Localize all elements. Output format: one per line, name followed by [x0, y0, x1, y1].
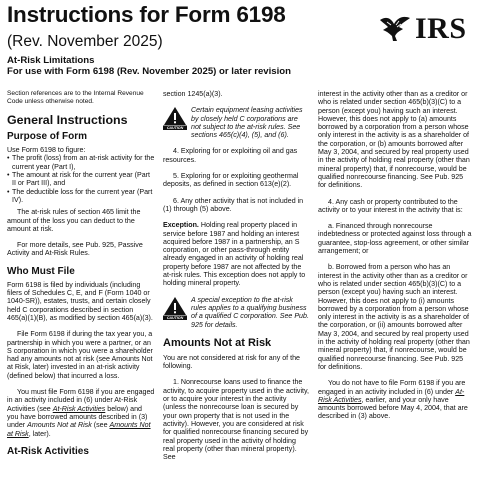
caution-label: CAUTION	[166, 126, 184, 131]
document-header	[7, 0, 473, 86]
amounts-lead: You are not considered at risk for any of the following.	[163, 353, 300, 371]
text-run: Amounts Not at Risk	[27, 421, 92, 430]
caution-icon	[163, 296, 187, 320]
activity-item-5: 5. Exploring for or exploiting geothermal deposits, as defined in section 613(e)(2).	[163, 172, 299, 189]
caution-note-2	[163, 296, 309, 329]
heading-who-must-file: Who Must File	[7, 265, 75, 277]
exception-text: Holding real property placed in service before 1987 and holding an interest acquired before 1987 in a partnership, an S corporation, or other pass-through entity already engaged in an activity of holding real property before 1987 are not affected by the at-risk rules. This exception does not apply to holding mineral property.	[163, 221, 306, 288]
heading-purpose-of-form: Purpose of Form	[7, 131, 88, 143]
column-1	[7, 90, 155, 461]
text-run: , later).	[28, 429, 51, 438]
amounts-item-4b: b. Borrowed from a person who has an interest in the activity other than as a creditor or who is related under section 465(b)(3)(C) to a person (except you) having such an interest. However, this does not apply to (i) amounts borrowed by a corporation from a person whose only interest in the activity is as a shareholder of the corporation, or (ii) amounts borrowed after May 3, 2004, and secured by real property used in the activity of holding real property (other than mineral property) that, if nonrecourse, would be qualified nonrecourse financing. See Pub. 925 for definitions.	[318, 263, 470, 371]
amounts-item-4a: a. Financed through nonrecourse indebtedness or protected against loss through a guarantee, stop-loss agreement, or other similar arrangement; or	[318, 222, 472, 256]
paragraph-limit: The at-risk rules of section 465 limit the amount of the loss you can deduct to the amount at risk.	[7, 208, 141, 233]
heading-at-risk-activities: At-Risk Activities	[7, 445, 89, 457]
purpose-item: • The deductible loss for the current year (Part IV).	[7, 188, 155, 205]
text-run: , earlier, and your only have amounts borrowed before May 4, 2004, that are described in (3) above.	[318, 395, 468, 421]
paragraph-no-file	[318, 379, 472, 420]
caution-label: CAUTION	[166, 315, 184, 320]
subtitle-line-2: For use with Form 6198 (Rev. November 2025) or later revision	[7, 66, 292, 77]
amounts-item-4: 4. Any cash or property contributed to the activity or to your interest in the activity that is:	[318, 197, 463, 214]
paragraph-exception	[163, 221, 309, 287]
column-3	[318, 90, 472, 429]
paragraph-who-1: Form 6198 is filed by individuals (including filers of Schedules C, E, and F (Form 1040 or 1040-SR)), estates, trusts, and certain closely held C corporations described in section 465(a)(1)(B), as modified by section 465(a)(3).	[7, 280, 153, 322]
link-at-risk-activities[interactable]: At-Risk Activities	[318, 387, 465, 404]
text-run: You must file Form 6198 if you are engaged in an activity included in (6) under At-Risk Activities (see	[7, 388, 155, 413]
heading-general-instructions: General Instructions	[7, 113, 128, 128]
amounts-item-1: 1. Nonrecourse loans used to finance the activity, to acquire property used in the activity, or to acquire your interest in the activity (unless the nonrecourse loan is secured by your own property that is not used in the activity). However, you are considered at risk for qualified nonrecourse financing secured by real property used in the activity of holding real property (other than mineral property). See	[163, 378, 310, 462]
paragraph-details: For more details, see Pub. 925, Passive Activity and At-Risk Rules.	[7, 241, 143, 258]
caution-icon	[163, 106, 187, 130]
text-run: (see	[91, 421, 110, 430]
purpose-item: • The amount at risk for the current year (Part II or Part III), and	[7, 171, 155, 188]
subtitle-line-1: At-Risk Limitations	[7, 55, 95, 66]
activity-item-4: 4. Exploring for or exploiting oil and gas resources.	[163, 147, 298, 164]
irs-logo-text: IRS	[415, 12, 467, 45]
purpose-item: • The profit (loss) from an at-risk activity for the current year (Part I),	[7, 154, 155, 171]
text-run: You do not have to file Form 6198 if you are engaged in an activity included in (6) under	[318, 379, 466, 396]
document-subtitle	[7, 55, 291, 77]
paragraph-continued: interest in the activity other than as a creditor or who is related under section 465(b)(3)(C) to a person (except you) having such an interest. However, this does not apply to (a) amounts borrowed by a corporation from a person whose only interest in the activity is as a shareholder of the corporation, or (b) amounts borrowed after May 3, 2004, and secured by real property used in the activity of holding real property (other than mineral property) that, if nonrecourse, would be qualified nonrecourse financing. See Pub. 925 for definitions.	[318, 90, 470, 190]
paragraph-who-3	[7, 388, 155, 438]
purpose-lead: Use Form 6198 to figure:	[7, 146, 86, 155]
caution-text-2: A special exception to the at-risk rules applies to a qualifying business of a qualified C corporation. See Pub. 925 for details.	[191, 295, 309, 329]
revision-date: (Rev. November 2025)	[7, 33, 163, 50]
paragraph-continued: section 1245(a)(3).	[163, 90, 223, 98]
text-run: below) and you have borrowed amounts described in (3) under	[7, 404, 148, 430]
caution-note-1	[163, 106, 309, 139]
eagle-emblem-icon	[377, 10, 413, 46]
activity-item-6: 6. Any other activity that is not included in (1) through (5) above.	[163, 196, 304, 213]
purpose-list	[7, 154, 155, 204]
link-at-risk-activities[interactable]: At-Risk Activities	[52, 404, 106, 413]
exception-label: Exception.	[163, 221, 199, 230]
heading-amounts-not-at-risk: Amounts Not at Risk	[163, 336, 272, 349]
caution-text-1: Certain equipment leasing activities by closely held C corporations are not subject to the at-risk rules. See sections 465(c)(4), (5), and (6).	[191, 106, 303, 140]
link-amounts-not-at-risk[interactable]: Amounts Not at Risk	[7, 421, 151, 438]
column-2	[163, 90, 309, 469]
section-references-note: Section references are to the Internal Revenue Code unless otherwise noted.	[7, 90, 144, 105]
irs-logo	[377, 10, 473, 50]
paragraph-who-2: File Form 6198 if during the tax year you, a partnership in which you were a partner, or an S corporation in which you were a shareholder had any amounts not at risk (see Amounts Not at Risk, later) invested in an at-risk activity (defined below) that incurred a loss.	[7, 330, 153, 380]
document-title: Instructions for Form 6198	[7, 2, 286, 27]
